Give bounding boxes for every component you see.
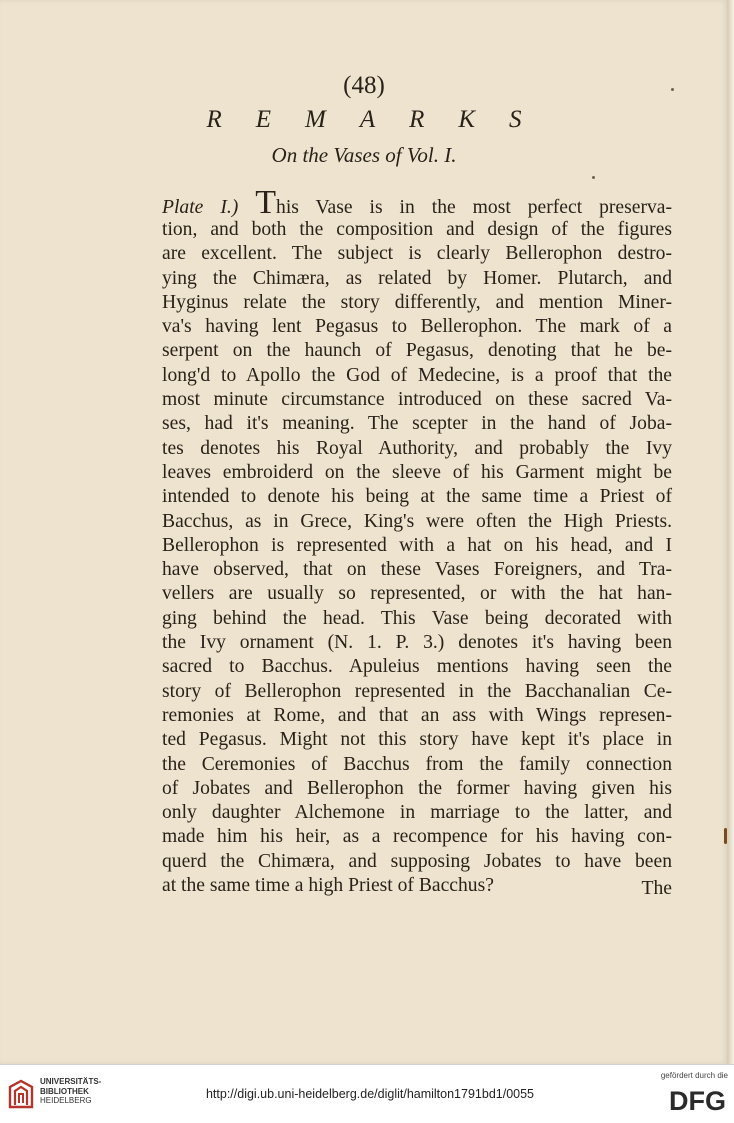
text-line: ying the Chimæra, as related by Homer. Plutarch, and bbox=[162, 267, 672, 289]
text-line: at the same time a high Priest of Bacchus? bbox=[162, 875, 494, 897]
plate-label: Plate I.) bbox=[162, 197, 239, 218]
permalink-url[interactable]: http://digi.ub.uni-heidelberg.de/diglit/hamilton1791bd1/0055 bbox=[205, 1087, 535, 1101]
text-line bbox=[162, 184, 672, 221]
text-line: only daughter Alchemone in marriage to the latter, and bbox=[162, 802, 672, 824]
library-name-line: BIBLIOTHEK bbox=[40, 1086, 89, 1096]
text-line: of Jobates and Bellerophon the former having given his bbox=[162, 777, 672, 799]
text-line: sacred to Bacchus. Apuleius mentions having seen the bbox=[162, 656, 672, 678]
text-line: have observed, that on these Vases Foreigners, and Tra- bbox=[162, 559, 672, 581]
footer-bar bbox=[0, 1064, 734, 1123]
text-line: story of Bellerophon represented in the Bacchanalian Ce- bbox=[162, 680, 672, 702]
text-line: Bellerophon is represented with a hat on his head, and I bbox=[162, 534, 672, 556]
paper-speck bbox=[592, 176, 595, 179]
text-line: serpent on the haunch of Pegasus, denoting that he be- bbox=[162, 340, 672, 362]
page-edge bbox=[727, 0, 734, 1064]
drop-cap: T bbox=[255, 184, 277, 221]
library-name bbox=[40, 1077, 120, 1106]
text-line: tes denotes his Royal Authority, and probably the Ivy bbox=[162, 437, 672, 459]
body-text bbox=[162, 184, 672, 898]
text-line-content: his Vase is in the most perfect preserva- bbox=[276, 197, 672, 218]
dfg-logo-text: DFG bbox=[669, 1086, 726, 1115]
text-line: most minute circumstance introduced on these sacred Va- bbox=[162, 389, 672, 411]
library-emblem-icon bbox=[8, 1079, 34, 1109]
library-logo[interactable] bbox=[8, 1075, 118, 1115]
text-line: the Ceremonies of Bacchus from the family connection bbox=[162, 753, 672, 775]
text-line: the Ivy ornament (N. 1. P. 3.) denotes it's having been bbox=[162, 632, 672, 654]
library-name-line: HEIDELBERG bbox=[40, 1096, 92, 1105]
text-line: tion, and both the composition and design of the figures bbox=[162, 219, 672, 240]
funding-notice[interactable] bbox=[648, 1071, 728, 1119]
text-line: va's having lent Pegasus to Bellerophon. The mark of a bbox=[162, 316, 672, 338]
text-line: are excellent. The subject is clearly Bellerophon destro- bbox=[162, 243, 672, 265]
text-line: remonies at Rome, and that an ass with Wings represen- bbox=[162, 704, 672, 726]
text-line: ted Pegasus. Might not this story have kept it's place in bbox=[162, 729, 672, 751]
text-line: Bacchus, as in Grece, King's were often the High Priests. bbox=[162, 510, 672, 532]
page-number: (48) bbox=[343, 72, 385, 99]
text-line: made him his heir, as a recompence for his having con- bbox=[162, 826, 672, 848]
page-heading: REMARKS bbox=[206, 106, 556, 133]
library-name-line: UNIVERSITÄTS- bbox=[40, 1077, 102, 1086]
dfg-logo-icon bbox=[650, 1085, 728, 1115]
catchword: The bbox=[641, 878, 672, 899]
text-line: intended to denote his being at the same time a Priest of bbox=[162, 486, 672, 508]
text-line: vellers are usually so represented, or with the hat han- bbox=[162, 583, 672, 605]
page-subheading: On the Vases of Vol. I. bbox=[271, 143, 457, 167]
funding-label: gefördert durch die bbox=[660, 1071, 728, 1080]
text-line: ging behind the head. This Vase being decorated with bbox=[162, 607, 672, 629]
text-line: querd the Chimæra, and supposing Jobates to have been bbox=[162, 850, 672, 872]
text-line: long'd to Apollo the God of Medecine, is a proof that the bbox=[162, 364, 672, 386]
text-line: leaves embroiderd on the sleeve of his Garment might be bbox=[162, 461, 672, 483]
text-line: ses, had it's meaning. The scepter in the hand of Joba- bbox=[162, 413, 672, 435]
paper-speck bbox=[671, 88, 674, 91]
text-line: Hyginus relate the story differently, and mention Miner- bbox=[162, 291, 672, 313]
